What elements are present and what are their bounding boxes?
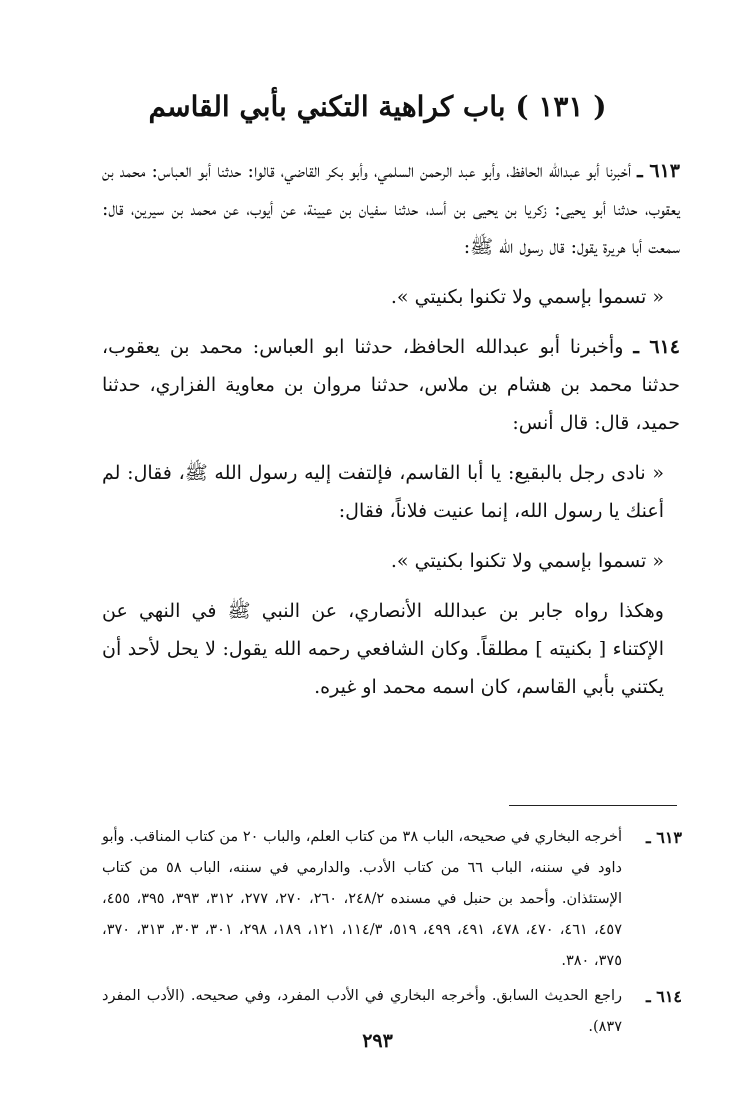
commentary-text: وهكذا رواه جابر بن عبدالله الأنصاري، عن النبي ﷺ في النهي عن الإكتناء [ بكنيته ] مطلقاً. وكان الشافعي رحمه الله يقول: لا يحل لأحد أن يكتني بأبي القاسم، كان اسمه محمد او غيره.	[102, 600, 664, 698]
footnote-number: ٦١٤ ـ	[645, 987, 682, 1006]
hadith-614-matn	[102, 454, 680, 530]
hadith-number: ٦١٤ ـ	[633, 336, 680, 358]
hadith-text: « نادى رجل بالبقيع: يا أبا القاسم، فإلتفت إليه رسول الله ﷺ، فقال: لم أعنك يا رسول الله، إنما عنيت فلاناً، فقال:	[102, 462, 664, 522]
hadith-text: « تسموا بإسمي ولا تكنوا بكنيتي ».	[390, 550, 664, 572]
hadith-text: أخبرنا أبو عبدالله الحافظ، وأبو عبد الرحمن السلمي، وأبو بكر القاضي، قالوا: حدثنا أبو العباس: محمد بن يعقوب، حدثنا أبو يحيى: زكريا بن يحيى بن أسد، حدثنا سفيان بن عيينة، عن أيوب، عن محمد بن سيرين، قال: سمعت أبا هريرة يقول: قال رسول الله ﷺ:	[102, 160, 680, 258]
hadith-number: ٦١٣ ـ	[637, 160, 680, 182]
hadith-614	[102, 328, 680, 442]
hadith-613	[102, 152, 680, 266]
footnote-text: راجع الحديث السابق. وأخرجه البخاري في الأدب المفرد، وفي صحيحه. (الأدب المفرد ٨٣٧).	[102, 988, 622, 1035]
main-text	[102, 152, 680, 718]
page-number: ٢٩٣	[362, 1030, 393, 1052]
chapter-heading: ( ١٣١ ) باب كراهية التكني بأبي القاسم	[148, 90, 607, 123]
footnote-613	[102, 822, 682, 977]
footnote-number: ٦١٣ ـ	[645, 828, 682, 847]
footnote-divider	[509, 805, 677, 806]
hadith-613-matn	[102, 278, 680, 316]
commentary-paragraph	[102, 592, 680, 706]
footnotes	[102, 822, 682, 1047]
hadith-614-matn-end	[102, 542, 680, 580]
hadith-text: « تسموا بإسمي ولا تكنوا بكنيتي ».	[390, 286, 664, 308]
hadith-text: وأخبرنا أبو عبدالله الحافظ، حدثنا ابو العباس: محمد بن يعقوب، حدثنا محمد بن هشام بن ملاس، حدثنا مروان بن معاوية الفزاري، حدثنا حميد، قال: قال أنس:	[102, 336, 680, 434]
footnote-text: أخرجه البخاري في صحيحه، الباب ٣٨ من كتاب العلم، والباب ٢٠ من كتاب المناقب. وأبو داود في سننه، الباب ٦٦ من كتاب الأدب. والدارمي في سننه، الباب ٥٨ من كتاب الإستئذان. وأحمد بن حنبل في مسنده ٢٤٨/٢، ٢٦٠، ٢٧٠، ٢٧٧، ٣١٢، ٣٩٣، ٣٩٥، ٤٥٥، ٤٥٧، ٤٦١، ٤٧٠، ٤٧٨، ٤٩١، ٤٩٩، ٥١٩، ١١٤/٣، ١٢١، ١٨٩، ٢٩٨، ٣٠١، ٣٠٣، ٣١٣، ٣٧٠، ٣٧٥، ٣٨٠.	[102, 829, 623, 969]
